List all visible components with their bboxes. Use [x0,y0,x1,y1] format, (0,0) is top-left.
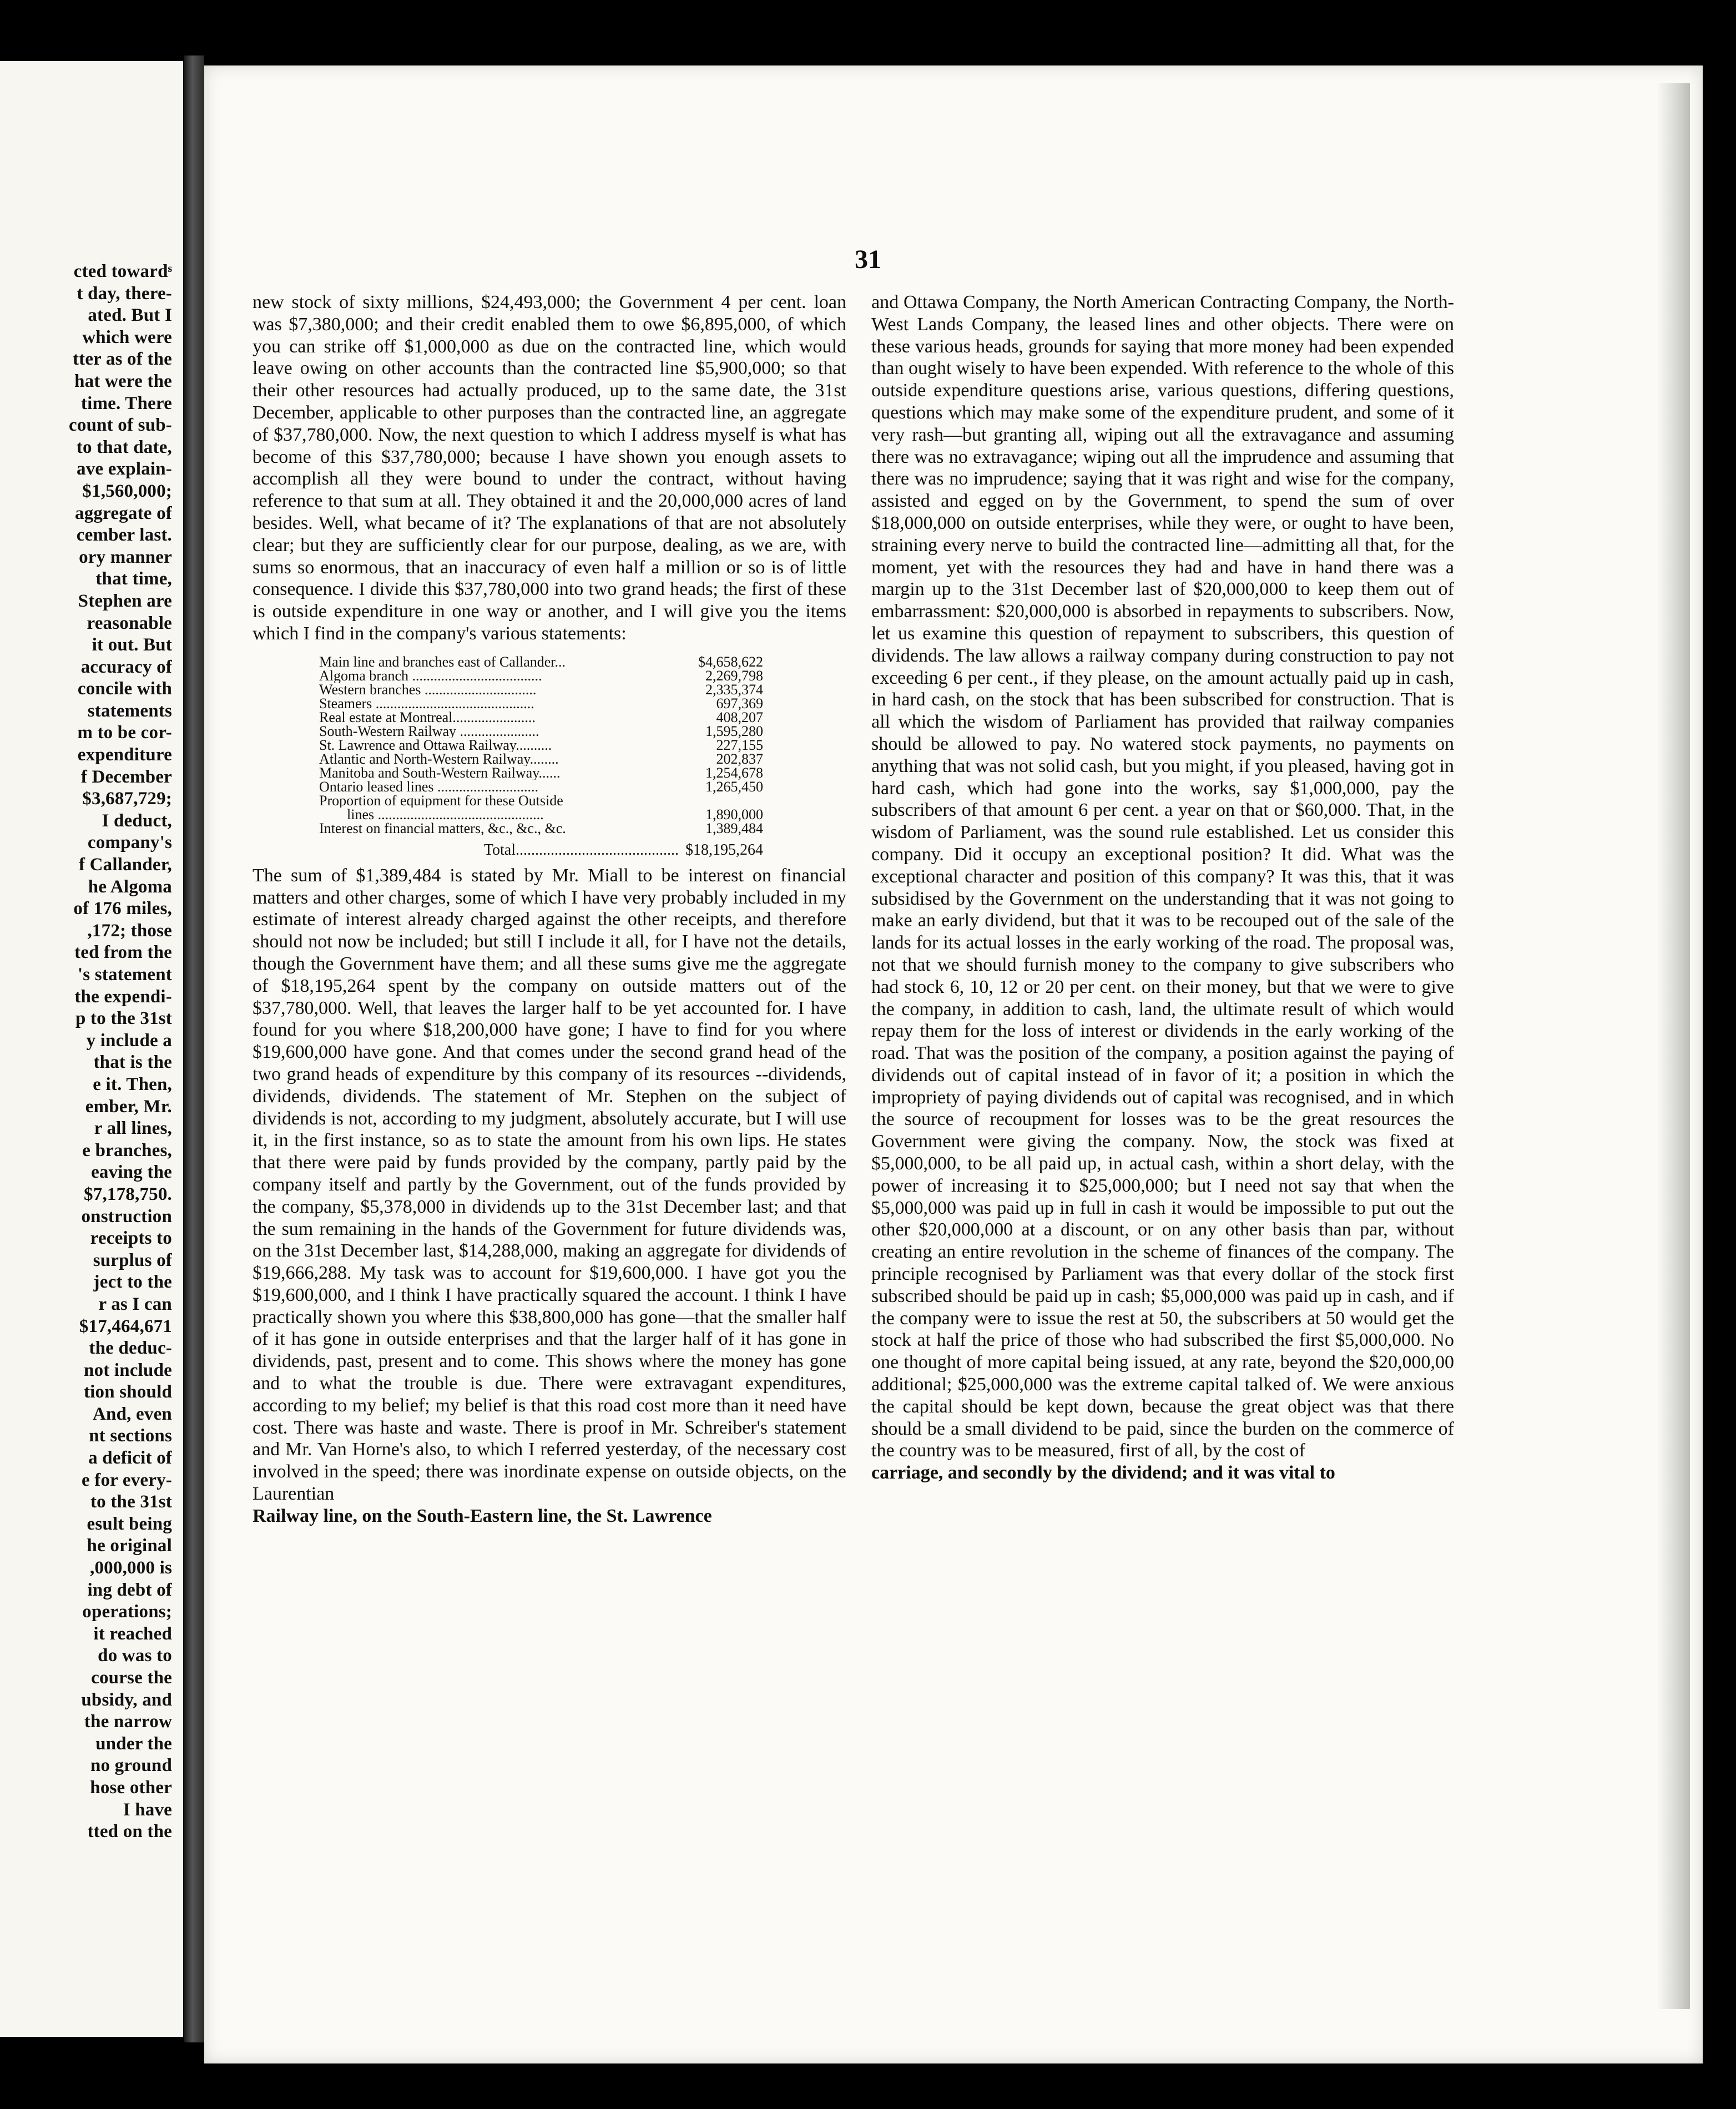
statement-total-amount: $18,195,264 [685,841,763,859]
statement-item: lines .............................................. [347,807,544,821]
statement-row [319,808,763,821]
previous-page-line: the expendi- [74,986,172,1007]
previous-page-line: tted on the [87,1822,172,1842]
statement-amount: 1,595,280 [705,723,763,739]
previous-page-line: p to the 31st [75,1008,172,1029]
statement-item: Western branches ............................... [319,682,537,697]
previous-page-line: hose other [90,1777,172,1798]
previous-page-line: cember last. [76,525,172,546]
previous-page-line: t day, there- [77,283,172,304]
statement-row [319,669,763,683]
statement-row [319,724,763,738]
statement-amount: 1,890,000 [705,806,763,823]
previous-page-line: the narrow [84,1712,172,1732]
previous-page-line: ave explain- [77,459,172,480]
previous-page-line: ted from the [74,942,172,963]
statement-item: Real estate at Montreal....................... [319,710,536,724]
previous-page-line: tion should [83,1382,172,1402]
statement-row [319,752,763,766]
previous-page-line: $17,464,671 [79,1316,172,1336]
previous-page-line: company's [87,833,172,853]
previous-page-line: And, even [93,1404,172,1424]
previous-page-line: ated. But I [88,305,172,326]
statement-item: St. Lawrence and Ottawa Railway.......... [319,738,552,752]
statement-amount: 1,254,678 [705,764,763,781]
previous-page-line: which were [82,327,172,347]
statement-row [319,821,763,835]
left-paragraph-1: new stock of sixty millions, $24,493,000; the Government 4 per cent. loan was $7,380,000; and their credit enabled them to owe $6,895,000, of which you can strike off $1,000,000 as due on the contracted line, which would leave owing on other accounts than the contracted line $5,900,000; so that their other resources had actually produced, up to the same date, the 31st December, applicable to other purposes than the contracted line, an aggregate of $37,780,000. Now, the next question to which I address myself is what has become of this $37,780,000; because I have shown you enough assets to accomplish all they were bound to under the contract, without having reference to that sum at all. They obtained it and the 20,000,000 acres of land besides. Well, what became of it? The explanations of that are not absolutely clear; but they are sufficiently clear for our purpose, dealing, as we are, with sums so enormous, that an inaccuracy of even half a million or so is of little consequence. I divide this $37,780,000 into two grand heads; the first of these is outside expenditure in one way or another, and I will give you the items which I find in the company's various statements: [253,292,846,644]
previous-page-line: under the [95,1733,172,1754]
previous-page-line: ,000,000 is [90,1558,172,1578]
previous-page-line: that time, [95,569,172,589]
previous-page-line: onstruction [81,1206,172,1227]
previous-page-line: ,172; those [87,920,172,941]
statement-amount: 697,369 [716,695,763,712]
previous-page-line: to that date, [76,437,172,457]
previous-page-line: I deduct, [102,810,172,831]
statement-row [319,738,763,752]
right-last-line: carriage, and secondly by the dividend; and it was vital to [871,1462,1335,1484]
previous-page-line: aggregate of [75,503,172,523]
statement-total-label: Total.......................................... [483,841,679,859]
previous-page-line: do was to [98,1646,172,1666]
statement-total-row [319,843,763,857]
statement-amount: 1,265,450 [705,778,763,795]
statement-row [319,710,763,724]
previous-page-line: Stephen are [78,591,172,611]
previous-page-line: accuracy of [80,657,172,677]
book-gutter [184,56,204,2042]
right-column [871,291,1454,1484]
previous-page-line: to the 31st [90,1492,172,1512]
previous-page-line: count of sub- [69,415,172,436]
previous-page-line: it reached [93,1623,172,1644]
statement-amount: 408,207 [716,709,763,725]
statement-item: South-Western Railway ...................... [319,724,539,738]
previous-page-line: ing debt of [87,1580,172,1600]
previous-page-line: $3,687,729; [82,789,172,809]
previous-page-line: cted towardˢ [73,261,172,281]
statement-row [319,766,763,780]
previous-page-line: 's statement [77,965,172,985]
statement-amount: 1,389,484 [705,820,763,836]
statement-item: Steamers ............................................ [319,696,534,710]
previous-page-line: nt sections [89,1426,172,1446]
previous-page-line: concile with [77,679,172,699]
previous-page-line: tter as of the [72,349,172,370]
previous-page-line: expenditure [77,745,172,765]
previous-page-line: not include [84,1360,172,1380]
previous-page-line: e for every- [81,1470,172,1490]
previous-page-line: f Callander, [78,855,172,875]
previous-page-line: r as I can [98,1294,172,1314]
left-last-line: Railway line, on the South-Eastern line, the St. Lawrence [253,1505,712,1526]
previous-page-line: f December [80,766,172,787]
previous-page-line: $7,178,750. [84,1184,172,1204]
previous-page-line: r all lines, [94,1118,172,1139]
statement-item: Atlantic and North-Western Railway........ [319,751,559,766]
previous-page-line: a deficit of [88,1448,172,1469]
statement-row [319,697,763,710]
statement-item: Main line and branches east of Callander... [319,654,566,669]
statement-amount: $4,658,622 [698,653,763,670]
previous-page-line: hat were the [74,371,172,391]
previous-page-line: time. There [80,393,172,413]
previous-page-text [0,261,172,1843]
previous-page-line: operations; [82,1602,172,1622]
statement-amount: 202,837 [716,750,763,767]
previous-page-line: ubsidy, and [81,1689,172,1710]
previous-page-line: e branches, [82,1140,172,1161]
previous-page-line: it out. But [92,635,172,655]
previous-page-line: statements [87,700,172,721]
previous-page-line: he Algoma [88,876,172,897]
previous-page-line: the deduc- [89,1338,172,1359]
previous-page-line: I have [123,1799,172,1820]
page-edge [1657,83,1690,2009]
statement-item: Algoma branch .................................... [319,668,542,683]
statement-item: Ontario leased lines ............................ [319,779,538,794]
previous-page-line: surplus of [93,1250,172,1270]
statement-amount: 227,155 [716,736,763,753]
left-column [253,291,846,1527]
previous-page-line: of 176 miles, [73,899,172,919]
statement-item: Proportion of equipment for these Outside [319,793,563,808]
previous-page-line: eaving the [91,1162,172,1183]
previous-page-line: that is the [93,1052,172,1073]
statement-row [319,655,763,669]
previous-page [0,61,183,2037]
statement-amount: 2,269,798 [705,667,763,684]
statement-row [319,683,763,697]
statement-row [319,780,763,794]
right-paragraph-1: and Ottawa Company, the North American Contracting Company, the North-West Lands Company, the leased lines and other objects. There were on these various heads, grounds for saying that more money had been expended than ought wisely to have been expended. With reference to the whole of this outside expenditure questions arise, various questions, differing questions, questions which may make some of the expenditure prudent, and some of it very rash—but granting all, wiping out all the extravagance and assuming there was no extravagance; wiping out all the imprudence and assuming that there was no imprudence; saying that it was right and wise for the company, assisted and egged on by the Government, to spend the sum of over $18,000,000 on outside enterprises, while they were, or ought to have been, straining every nerve to build the contracted line—admitting all that, for the moment, yet with the resources they had and have in hand there was a margin up to the 31st December last of $20,000,000 to keep them out of embarrassment: $20,000,000 is absorbed in repayments to subscribers. Now, let us examine this question of repayment to subscribers, this question of dividends. The law allows a railway company during construction to pay not exceeding 6 per cent., if they please, on the amount actually paid up in cash, in hard cash, on the stock that has been subscribed for construction. That is all which the wisdom of Parliament has provided that railway companies should be allowed to pay. No watered stock payments, no payments on anything that was not solid cash, but you might, if you pleased, having got in hard cash, which had gone into the works, say $1,000,000, pay the subscribers of that amount 6 per cent. a year on that or $60,000. That, in the wisdom of Parliament, was the sound rule established. Let us consider this company. Did it occupy an exceptional position? It did. What was the exceptional character and position of this company? It was this, that it was subsidised by the Government on the understanding that it was not going to make an early dividend, but that it was to be recouped out of the sale of the lands for its actual losses in the early working of the road. The proposal was, not that we should furnish money to the company to give subscribers who had stock 6, 10, 12 or 20 per cent. on their money, but that we were to give the company, in addition to cash, land, the ultimate result of which would repay them for the loss of interest or dividends in the early working of the road. That was the position of the company, a position against the paying of dividends out of capital instead of in favor of it; a position in which the impropriety of paying dividends out of capital was recognised, and in which the source of recoupment for losses was to be the great resources the Government were giving the company. Now, the stock was fixed at $5,000,000, to be all paid up, in actual cash, within a short delay, with the power of increasing it to $25,000,000; but I need not say that when the $5,000,000 was paid up in full in cash it would be impossible to put out the other $20,000,000 at a discount, or on any other basis than par, without creating an entire revolution in the scheme of finances of the company. The principle recognised by Parliament was that every dollar of the stock first subscribed should be paid up in cash; $5,000,000 was paid up in cash, and if the company were to issue the rest at 50, the subscribers at 50 would get the stock at half the price of those who had subscribed the first $5,000,000. No one thought of more capital being issued, at any rate, beyond the $20,000,00 additional; $25,000,000 was the extreme capital talked of. We were anxious the capital should be kept down, because the great object was that there should be a small dividend to be paid, since the burden on the commerce of the country was to be measured, first of all, by the cost of [871,292,1454,1461]
previous-page-line: he original [87,1536,172,1556]
statement-item: Manitoba and South-Western Railway...... [319,765,561,780]
statement-item: Interest on financial matters, &c., &c., &c. [319,821,566,835]
previous-page-line: ory manner [79,547,172,567]
previous-page-line: m to be cor- [77,723,172,743]
previous-page-line: receipts to [90,1228,172,1249]
page-number: 31 [855,245,881,274]
previous-page-line: ember, Mr. [85,1096,172,1117]
expenditure-statement [319,655,763,857]
previous-page-line: reasonable [87,613,172,633]
previous-page-line: esult being [87,1513,172,1534]
left-paragraph-2: The sum of $1,389,484 is stated by Mr. Miall to be interest on financial matters and other charges, some of which I have very probably included in my estimate of interest already charged against the other receipts, and therefore should not now be included; but still I include it all, for I have not the details, though the Government have them; and all these sums give me the aggregate of $18,195,264 spent by the company on outside matters out of the $37,780,000. Well, that leaves the larger half to be yet accounted for. I have found for you where $18,200,000 have gone; I have to find for you where $19,600,000 have gone. And that comes under the second grand head of the two grand heads of expenditure by this company of its resources --dividends, dividends, dividends. The statement of Mr. Stephen on the subject of dividends is not, according to my judgment, absolutely accurate, but I will use it, in the first instance, so as to state the amount from his own lips. He states that there were paid by funds provided by the company, partly paid by the company itself and partly by the Government, out of the funds provided by the company, $5,378,000 in dividends up to the 31st December last; and that the sum remaining in the hands of the Government for future dividends was, on the 31st December last, $14,288,000, making an aggregate for dividends of $19,666,288. My task was to account for $19,600,000. I have got you the $19,600,000, and I think I have practically squared the account. I think I have practically shown you where this $38,800,000 has gone—that the smaller half of it has gone in outside enterprises and that the larger half of it has gone in dividends, past, present and to come. This shows where the money has gone and to what the trouble is due. There were extravagant expenditures, according to my belief; my belief is that this road cost more than it need have cost. There was haste and waste. There is proof in Mr. Schreiber's statement and Mr. Van Horne's also, to which I referred yesterday, of the necessary cost involved in the speed; there was inordinate expense on outside objects, on the Laurentian [253,865,846,1505]
previous-page-line: $1,560,000; [82,481,172,501]
previous-page-line: y include a [86,1030,172,1051]
previous-page-line: course the [91,1668,172,1688]
statement-row [319,794,763,808]
statement-amount: 2,335,374 [705,681,763,698]
previous-page-line: no ground [90,1755,172,1776]
previous-page-line: e it. Then, [93,1074,172,1094]
previous-page-line: ject to the [93,1272,172,1293]
